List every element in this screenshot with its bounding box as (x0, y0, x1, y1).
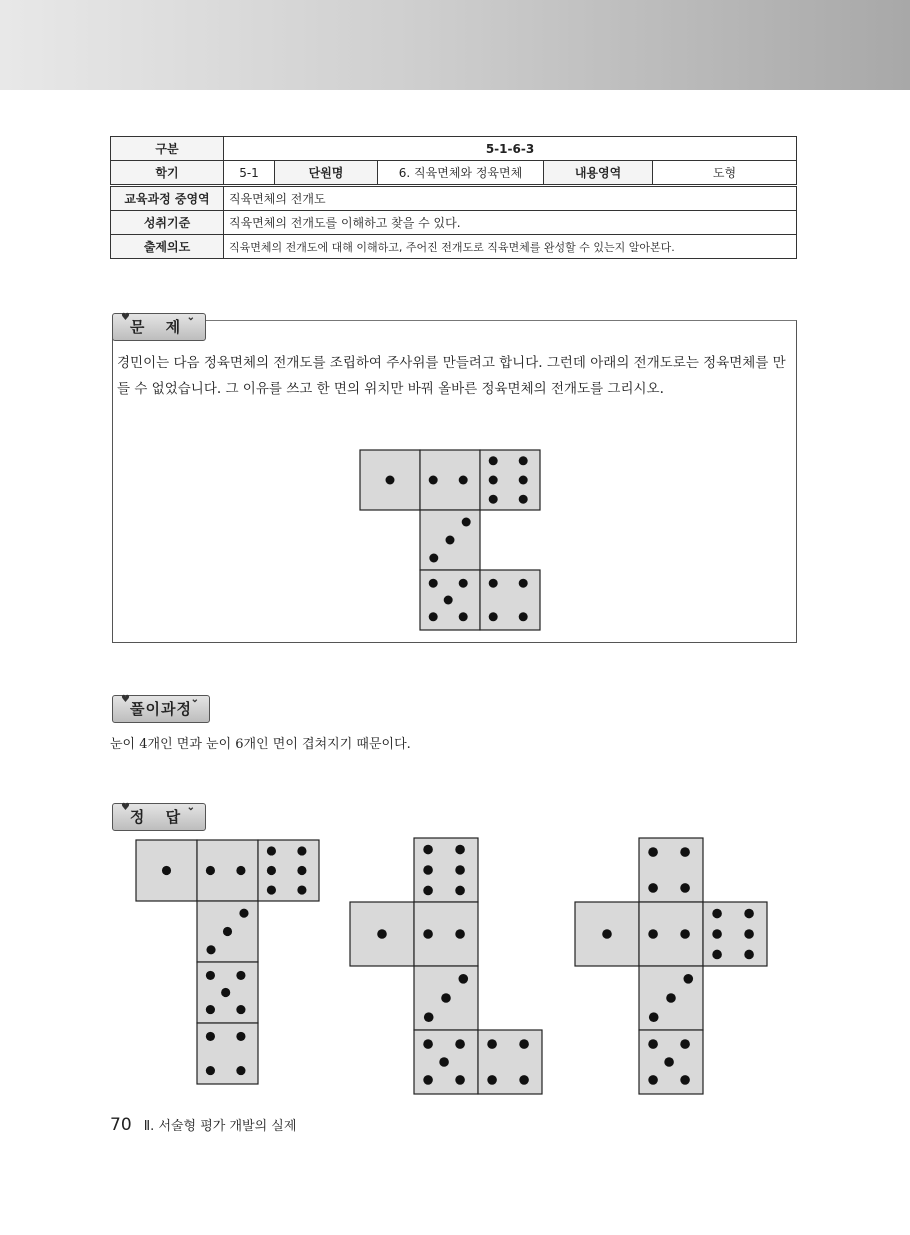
die-pip (439, 1057, 449, 1067)
die-pip (444, 596, 453, 605)
die-pip (206, 1005, 215, 1014)
die-pip (519, 456, 528, 465)
answer-tag: ♥ ⌄ 정 답 (112, 803, 206, 831)
answer-net-2 (350, 838, 550, 1070)
die-pip (489, 579, 498, 588)
die-pip (455, 845, 465, 855)
die-pip (377, 929, 387, 939)
intent-label: 출제의도 (111, 235, 224, 259)
leaf-icon: ♥ (121, 802, 130, 813)
die-pip (680, 1075, 690, 1085)
solution-text: 눈이 4개인 면과 눈이 6개인 면이 겹쳐지기 때문이다. (110, 737, 411, 752)
die-pip (423, 1075, 433, 1085)
die-pip (462, 518, 471, 527)
die-pip (680, 883, 690, 893)
problem-net (360, 450, 550, 630)
area-value: 도형 (653, 161, 797, 185)
header-band (0, 0, 910, 90)
die-pip (459, 612, 468, 621)
sprout-icon: ⌄ (190, 694, 199, 705)
problem-text: 경민이는 다음 정육면체의 전개도를 조립하여 주사위를 만들려고 합니다. 그런데 아래의 전개도로는 정육면체를 만들 수 없었습니다. 그 이유를 쓰고 한 면의 위치만 바꿔 올바른 정육면체의 전개도를 그리시오. (117, 355, 786, 397)
die-pip (519, 495, 528, 504)
info-table-lower (110, 186, 797, 259)
die-face (478, 1030, 542, 1094)
die-pip (487, 1075, 497, 1085)
die-pip (206, 971, 215, 980)
die-face (197, 1023, 258, 1084)
standard-label: 성취기준 (111, 211, 224, 235)
die-pip (459, 579, 468, 588)
die-pip (519, 579, 528, 588)
die-pip (489, 456, 498, 465)
die-pip (429, 579, 438, 588)
die-pip (386, 476, 395, 485)
die-pip (648, 847, 658, 857)
sprout-icon: ⌄ (186, 802, 195, 813)
die-pip (424, 1012, 434, 1022)
leaf-icon: ♥ (121, 694, 130, 705)
die-pip (297, 846, 306, 855)
die-pip (206, 945, 215, 954)
die-pip (487, 1039, 497, 1049)
die-pip (648, 1075, 658, 1085)
die-pip (519, 476, 528, 485)
answer-net-1 (136, 840, 326, 1070)
die-pip (519, 1039, 529, 1049)
die-pip (664, 1057, 674, 1067)
die-pip (455, 1075, 465, 1085)
die-pip (648, 1039, 658, 1049)
die-pip (239, 909, 248, 918)
semester-value: 5-1 (224, 161, 275, 185)
unit-label: 단원명 (275, 161, 378, 185)
die-pip (162, 866, 171, 875)
die-pip (423, 1039, 433, 1049)
die-pip (712, 950, 722, 960)
die-pip (423, 929, 433, 939)
area-label: 내용영역 (544, 161, 653, 185)
die-pip (455, 929, 465, 939)
die-pip (680, 929, 690, 939)
intent-value: 직육면체의 전개도에 대해 이해하고, 주어진 전개도로 직육면체를 완성할 수 있는지 알아본다. (224, 235, 797, 259)
die-pip (744, 909, 754, 919)
curriculum-label: 교육과정 중영역 (111, 187, 224, 211)
leaf-icon: ♥ (121, 312, 130, 323)
die-pip (206, 866, 215, 875)
die-face (480, 570, 540, 630)
die-pip (712, 909, 722, 919)
page-number: 70 (110, 1115, 132, 1135)
die-pip (649, 1012, 659, 1022)
semester-label: 학기 (111, 161, 224, 185)
item-code: 5-1-6-3 (224, 137, 797, 161)
die-pip (455, 886, 465, 896)
die-pip (267, 866, 276, 875)
die-pip (489, 476, 498, 485)
die-pip (297, 885, 306, 894)
die-pip (423, 886, 433, 896)
die-face (639, 838, 703, 902)
die-pip (666, 993, 676, 1003)
die-pip (648, 883, 658, 893)
die-pip (680, 1039, 690, 1049)
die-pip (236, 1005, 245, 1014)
die-pip (519, 1075, 529, 1085)
info-table (110, 136, 797, 185)
die-pip (423, 865, 433, 875)
chapter-title: Ⅱ. 서술형 평가 개발의 실제 (143, 1119, 297, 1134)
die-pip (221, 988, 230, 997)
die-pip (458, 974, 468, 984)
die-pip (236, 971, 245, 980)
die-pip (519, 612, 528, 621)
die-pip (297, 866, 306, 875)
die-pip (429, 554, 438, 563)
die-pip (206, 1032, 215, 1041)
solution-tag: ♥ ⌄ 풀이과정 (112, 695, 210, 723)
die-pip (489, 612, 498, 621)
die-pip (236, 1032, 245, 1041)
die-pip (223, 927, 232, 936)
problem-tag: ♥ ⌄ 문 제 (112, 313, 206, 341)
die-pip (429, 612, 438, 621)
sprout-icon: ⌄ (186, 312, 195, 323)
unit-value: 6. 직육면체와 정육면체 (378, 161, 544, 185)
die-pip (602, 929, 612, 939)
die-pip (267, 846, 276, 855)
die-pip (744, 950, 754, 960)
die-pip (455, 865, 465, 875)
die-pip (648, 929, 658, 939)
die-pip (459, 476, 468, 485)
curriculum-value: 직육면체의 전개도 (224, 187, 797, 211)
standard-value: 직육면체의 전개도를 이해하고 찾을 수 있다. (224, 211, 797, 235)
page-footer (110, 1115, 296, 1135)
die-pip (267, 885, 276, 894)
die-pip (423, 845, 433, 855)
die-pip (683, 974, 693, 984)
answer-net-3 (575, 838, 775, 1070)
die-pip (680, 847, 690, 857)
die-pip (446, 536, 455, 545)
category-label: 구분 (111, 137, 224, 161)
die-pip (712, 929, 722, 939)
die-pip (236, 1066, 245, 1075)
die-pip (489, 495, 498, 504)
die-pip (236, 866, 245, 875)
die-pip (455, 1039, 465, 1049)
die-pip (744, 929, 754, 939)
die-pip (429, 476, 438, 485)
die-pip (441, 993, 451, 1003)
die-pip (206, 1066, 215, 1075)
